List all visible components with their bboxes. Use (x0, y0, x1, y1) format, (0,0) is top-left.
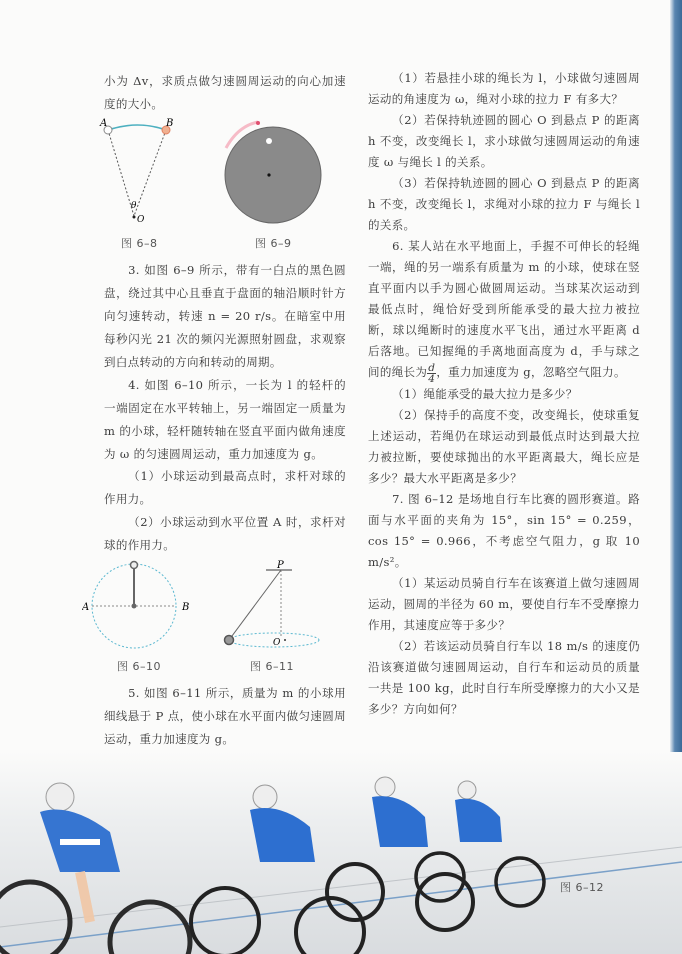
question-4: 4. 如图 6–10 所示，一长为 l 的轻杆的一端固定在水平转轴上，另一端固定一质量为 m 的小球，轻杆随转轴在竖直平面内做角速度为 ω 的匀速圆周运动，重力加速度为 g。 (104, 378, 346, 461)
question-7: 7. 图 6–12 是场地自行车比赛的圆形赛道。路面与水平面的夹角为 15°，sin 15° = 0.259，cos 15° = 0.966，不考虑空气阻力，g 取 10 m/s²。 (368, 491, 640, 569)
label-a: A (82, 602, 90, 613)
figure-caption: 图 6–12 (560, 881, 604, 894)
question-3: 3. 如图 6–9 所示，带有一白点的黑色圆盘，绕过其中心且垂直于盘面的轴沿顺时针方向匀速转动，转速 n = 20 r/s。在暗室中用每秒闪光 21 次的频闪光源照射圆盘，求观察到白点转动的方向和转动的周期。 (104, 263, 346, 369)
question-5-2: （2）若保持轨迹圆的圆心 O 到悬点 P 的距离 h 不变，改变绳长 l，求小球做匀速圆周运动的角速度 ω 与绳长 l 的关系。 (368, 113, 640, 169)
fraction-denominator: 4 (428, 372, 436, 385)
cycling-track-illustration (0, 752, 682, 954)
question-5: 5. 如图 6–11 所示，质量为 m 的小球用细线悬于 P 点，使小球在水平面内做匀速圆周运动，重力加速度为 g。 (104, 686, 346, 746)
figure-caption: 图 6–10 (117, 660, 161, 673)
label-o: O (273, 638, 281, 648)
left-column (104, 0, 346, 752)
question-5-3: （3）若保持轨迹圆的圆心 O 到悬点 P 的距离 h 不变，改变绳长 l，求绳对小球的拉力 F 与绳长 l 的关系。 (368, 176, 640, 232)
cyclist (0, 783, 190, 954)
label-b: B (182, 602, 190, 613)
figure-caption: 图 6–9 (255, 237, 292, 250)
label-o: O (137, 215, 145, 225)
question-6-text-end: ，重力加速度为 g，忽略空气阻力。 (436, 365, 626, 379)
question-6-text: 6. 某人站在水平地面上，手握不可伸长的轻绳一端，绳的另一端系有质量为 m 的小球，使球在竖直平面内以手为圆心做圆周运动。当球某次运动到最低点时，绳恰好受到所能承受的最大拉力被拉断，球以绳断时的速度水平飞出，通过水平距离 d 后落地。已知握绳的手离地面高度为 d，手与球之间的绳长为 (368, 239, 640, 379)
intro-text: 小为 Δv，求质点做匀速圆周运动的向心加速度的大小。 (104, 74, 346, 111)
fraction-d-over-4 (427, 363, 436, 384)
question-6-2: （2）保持手的高度不变，改变绳长，使球重复上述运动，若绳仍在球运动到最低点时达到最大拉力被拉断，要使球抛出的水平距离最大，绳长应是多少？最大水平距离是多少？ (368, 407, 640, 485)
cyclists-photo (0, 752, 682, 954)
figure-caption: 图 6–8 (121, 237, 158, 250)
fraction-numerator: d (428, 361, 436, 374)
label-b: B (166, 118, 174, 129)
label-theta: θ (131, 201, 137, 211)
question-7-2: （2）若该运动员骑自行车以 18 m/s 的速度仍沿该赛道做匀速圆周运动，自行车和运动员的质量一共是 100 kg，此时自行车所受摩擦力的大小又是多少？方向如何？ (368, 638, 640, 716)
question-6-1: （1）绳能承受的最大拉力是多少？ (392, 386, 578, 401)
question-4-1: （1）小球运动到最高点时，求杆对球的作用力。 (104, 469, 346, 506)
right-column (368, 68, 640, 720)
question-4-2: （2）小球运动到水平位置 A 时，求杆对球的作用力。 (104, 515, 346, 552)
question-5-1: （1）若悬挂小球的绳长为 l，小球做匀速圆周运动的角速度为 ω，绳对小球的拉力 F 有多大？ (368, 71, 640, 106)
figure-caption: 图 6–11 (250, 660, 294, 673)
label-a: A (100, 118, 108, 129)
question-6 (368, 236, 640, 384)
question-7-1: （1）某运动员骑自行车在该赛道上做匀速圆周运动，圆周的半径为 60 m，要使自行车不受摩擦力作用，其速度应等于多少？ (368, 575, 640, 632)
cyclist (327, 777, 473, 930)
label-p: P (277, 560, 284, 571)
